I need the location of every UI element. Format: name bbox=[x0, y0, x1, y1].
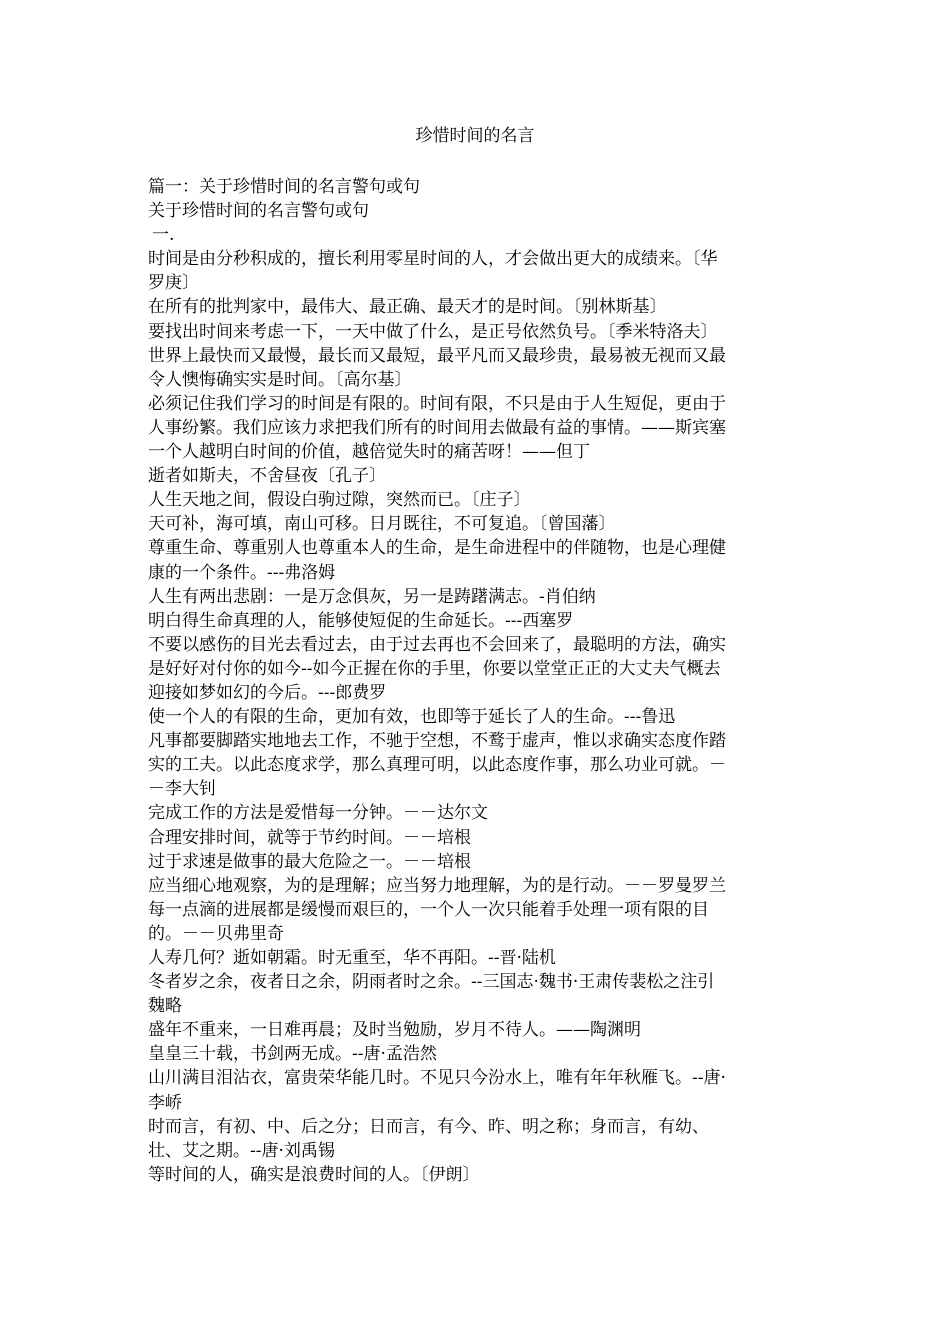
text-line: －李大钊 bbox=[148, 779, 216, 800]
text-line: 皇皇三十载，书剑两无成。--唐·孟浩然 bbox=[148, 1044, 437, 1065]
text-line: 完成工作的方法是爱惜每一分钟。－－达尔文 bbox=[148, 803, 488, 824]
text-line: 康的一个条件。---弗洛姆 bbox=[148, 562, 336, 583]
text-line: 人生天地之间，假设白驹过隙，突然而已。〔庄子〕 bbox=[148, 490, 531, 511]
text-line: 是好好对付你的如今--如今正握在你的手里，你要以堂堂正正的大丈夫气概去 bbox=[148, 658, 721, 679]
text-line: 应当细心地观察，为的是理解；应当努力地理解，为的是行动。－－罗曼罗兰 bbox=[148, 875, 726, 896]
section-heading: 篇一：关于珍惜时间的名言警句或句 bbox=[148, 177, 420, 197]
text-line: 逝者如斯夫，不舍昼夜〔孔子〕 bbox=[148, 466, 386, 487]
text-line: 必须记住我们学习的时间是有限的。时间有限，不只是由于人生短促，更由于 bbox=[148, 393, 726, 414]
text-line: 令人懊悔确实实是时间。〔高尔基〕 bbox=[148, 369, 412, 390]
text-line: 要找出时间来考虑一下，一天中做了什么，是正号依然负号。〔季米特洛夫〕 bbox=[148, 321, 718, 342]
text-line: 罗庚〕 bbox=[148, 273, 199, 294]
text-line: 的。－－贝弗里奇 bbox=[148, 923, 284, 944]
text-line: 盛年不重来，一日难再晨；及时当勉励，岁月不待人。——陶渊明 bbox=[148, 1020, 641, 1041]
text-line: 一个人越明白时间的价值，越倍觉失时的痛苦呀！——但丁 bbox=[148, 442, 590, 463]
text-line: 李峤 bbox=[148, 1092, 182, 1113]
text-line: 凡事都要脚踏实地地去工作，不驰于空想，不鹜于虚声，惟以求确实态度作踏 bbox=[148, 731, 726, 752]
text-line: 时而言，有初、中、后之分；日而言，有今、昨、明之称；身而言，有幼、 bbox=[148, 1116, 709, 1137]
text-line: 世界上最快而又最慢，最长而又最短，最平凡而又最珍贵，最易被无视而又最 bbox=[148, 345, 726, 366]
document-title: 珍惜时间的名言 bbox=[415, 126, 535, 146]
text-line: 迎接如梦如幻的今后。---郎费罗 bbox=[148, 682, 387, 703]
text-line: 时间是由分秒积成的，擅长利用零星时间的人，才会做出更大的成绩来。〔华 bbox=[148, 249, 718, 270]
text-line: 尊重生命、尊重别人也尊重本人的生命，是生命进程中的伴随物，也是心理健 bbox=[148, 538, 726, 559]
text-line: 不要以感伤的目光去看过去，由于过去再也不会回来了，最聪明的方法，确实 bbox=[148, 634, 726, 655]
text-line: 实的工夫。以此态度求学，那么真理可明，以此态度作事，那么功业可就。－ bbox=[148, 755, 726, 776]
text-line: 过于求速是做事的最大危险之一。－－培根 bbox=[148, 851, 471, 872]
text-line: 人事纷繁。我们应该力求把我们所有的时间用去做最有益的事情。——斯宾塞 bbox=[148, 417, 726, 438]
text-line: 壮、艾之期。--唐·刘禹锡 bbox=[148, 1140, 335, 1161]
document-body bbox=[148, 175, 804, 1187]
text-line: 合理安排时间，就等于节约时间。－－培根 bbox=[148, 827, 471, 848]
text-line: 使一个人的有限的生命，更加有效，也即等于延长了人的生命。---鲁迅 bbox=[148, 707, 676, 728]
text-line: 天可补，海可填，南山可移。日月既往，不可复追。〔曾国藩〕 bbox=[148, 514, 616, 535]
text-line: 山川满目泪沾衣，富贵荣华能几时。不见只今汾水上，唯有年年秋雁飞。--唐· bbox=[148, 1068, 726, 1089]
text-line: 人生有两出悲剧：一是万念俱灰，另一是踌躇满志。-肖伯纳 bbox=[148, 586, 596, 607]
section-subheading: 关于珍惜时间的名言警句或句 bbox=[148, 201, 369, 222]
text-line: 魏略 bbox=[148, 996, 182, 1017]
text-line: 等时间的人，确实是浪费时间的人。〔伊朗〕 bbox=[148, 1164, 480, 1185]
text-line: 人寿几何？逝如朝霜。时无重至，华不再阳。--晋·陆机 bbox=[148, 948, 556, 968]
list-marker: 一. bbox=[152, 225, 175, 246]
text-line: 冬者岁之余，夜者日之余，阴雨者时之余。--三国志·魏书·王肃传裴松之注引 bbox=[148, 972, 715, 993]
text-line: 每一点滴的进展都是缓慢而艰巨的，一个人一次只能着手处理一项有限的目 bbox=[148, 899, 709, 920]
text-line: 明白得生命真理的人，能够使短促的生命延长。---西塞罗 bbox=[148, 610, 574, 631]
text-line: 在所有的批判家中，最伟大、最正确、最天才的是时间。〔别林斯基〕 bbox=[148, 297, 667, 318]
